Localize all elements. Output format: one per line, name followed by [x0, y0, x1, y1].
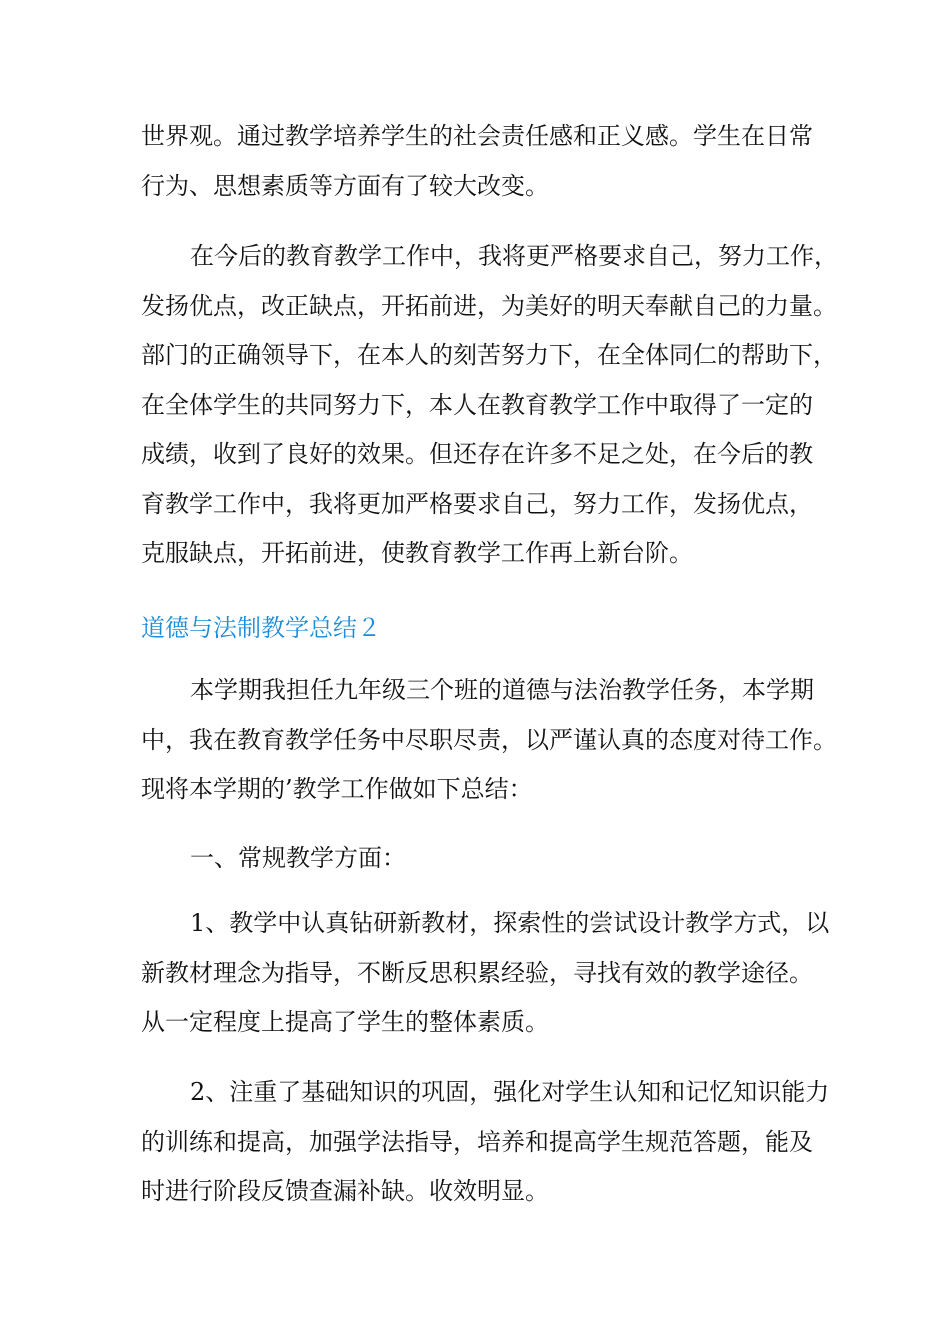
text-line: 中，我在教育教学任务中尽职尽责，以严谨认真的态度对待工作。	[141, 725, 837, 754]
text-line: 一、常规教学方面：	[190, 844, 406, 872]
item-1	[141, 899, 831, 1048]
text-line: 部门的正确领导下，在本人的刻苦努力下，在全体同仁的帮助下，	[141, 341, 837, 369]
text-line: 从一定程度上提高了学生的整体素质。	[141, 1008, 549, 1036]
text-line: 的训练和提高，加强学法指导，培养和提高学生规范答题，能及	[141, 1127, 813, 1156]
item-2	[141, 1068, 831, 1217]
text-line: 世界观。通过教学培养学生的社会责任感和正义感。学生在日常	[141, 122, 813, 150]
paragraph-future	[141, 232, 838, 579]
text-line: 本学期我担任九年级三个班的道德与法治教学任务，本学期	[190, 676, 814, 704]
paragraph-continued	[141, 112, 831, 211]
text-line: 成绩，收到了良好的效果。但还存在许多不足之处，在今后的教	[141, 440, 813, 468]
text-line: 克服缺点，开拓前进，使教育教学工作再上新台阶。	[141, 539, 693, 567]
text-line: 在全体学生的共同努力下，本人在教育教学工作中取得了一定的	[141, 390, 813, 419]
text-line: 在今后的教育教学工作中，我将更严格要求自己，努力工作，	[190, 242, 838, 270]
text-line: 现将本学期的’教学工作做如下总结：	[141, 775, 533, 803]
text-line: 发扬优点，改正缺点，开拓前进，为美好的明天奉献自己的力量。	[141, 291, 837, 320]
text-line: 时进行阶段反馈查漏补缺。收效明显。	[141, 1177, 549, 1205]
text-line: 行为、思想素质等方面有了较大改变。	[141, 171, 549, 200]
text-line: 新教材理念为指导，不断反思积累经验，寻找有效的教学途径。	[141, 958, 813, 987]
text-line: 1、教学中认真钻研新教材，探索性的尝试设计教学方式，以	[190, 909, 830, 937]
section-heading: 道德与法制教学总结２	[141, 614, 381, 642]
text-line: 2、注重了基础知识的巩固，强化对学生认知和记忆知识能力	[190, 1078, 830, 1106]
subheading	[141, 834, 831, 884]
text-line: 育教学工作中，我将更加严格要求自己，努力工作，发扬优点，	[141, 489, 813, 518]
paragraph-intro	[141, 666, 837, 815]
